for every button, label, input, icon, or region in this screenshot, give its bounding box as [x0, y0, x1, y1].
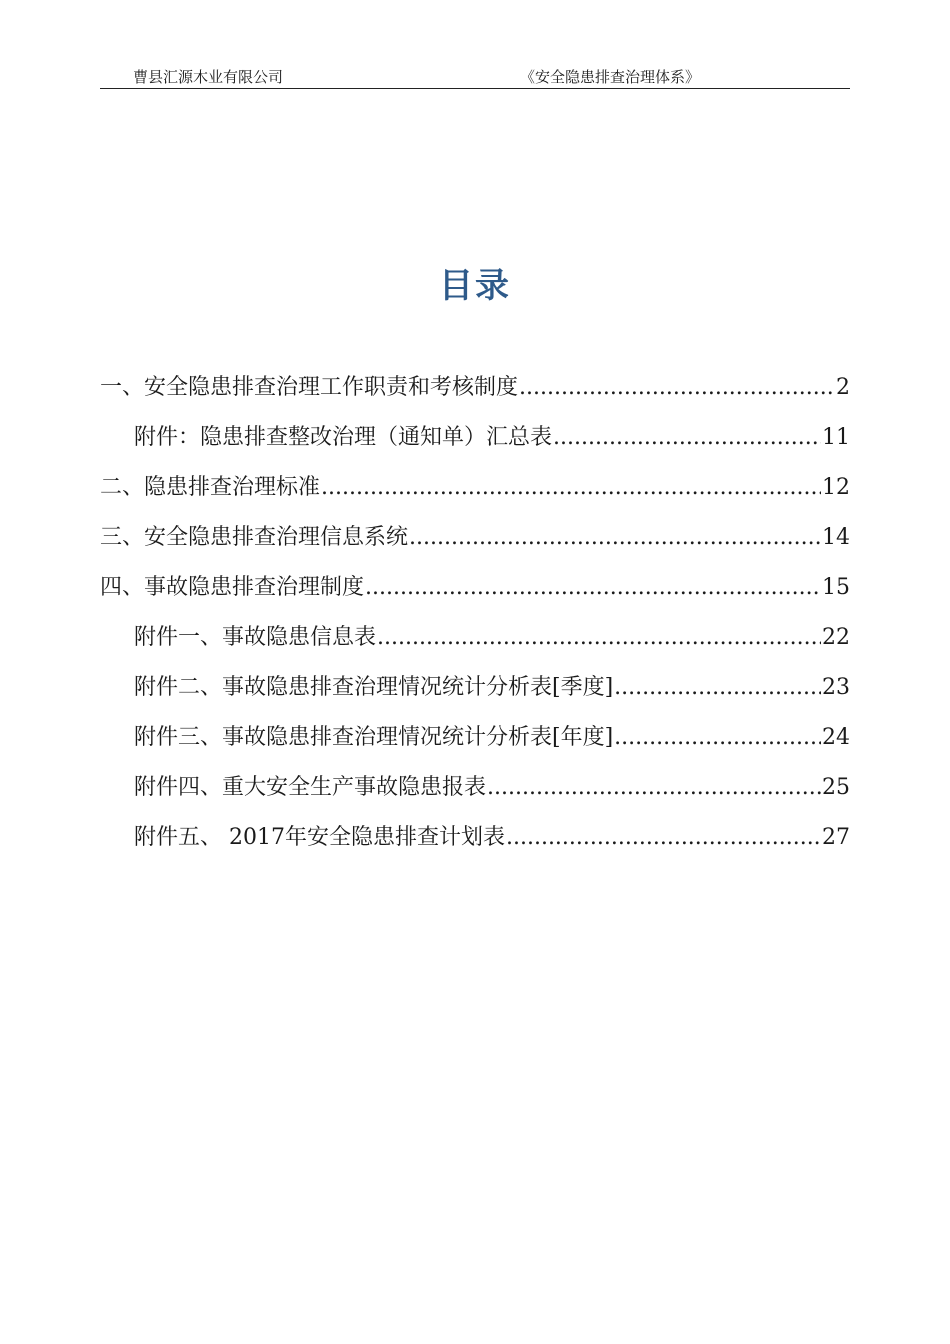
toc-entry-label: 四、事故隐患排查治理制度 [100, 575, 365, 600]
toc-entry[interactable] [100, 368, 850, 418]
toc-dot-leader [519, 368, 835, 408]
toc-dot-leader [365, 568, 821, 608]
toc-entry[interactable] [100, 718, 850, 768]
toc-entry-page: 12 [822, 475, 850, 500]
toc-dot-leader [487, 768, 821, 808]
toc-entry[interactable] [100, 818, 850, 868]
toc-entry-page: 24 [822, 725, 850, 750]
toc-entry-label: 一、安全隐患排查治理工作职责和考核制度 [100, 375, 519, 400]
toc-entry-label: 附件三、事故隐患排查治理情况统计分析表[年度] [134, 725, 614, 750]
toc-dot-leader [321, 468, 821, 508]
toc-entry-label: 附件一、事故隐患信息表 [134, 625, 377, 650]
toc-dot-leader [377, 618, 821, 658]
toc-title: 目录 [439, 266, 511, 306]
toc-entry-page: 2 [836, 375, 850, 400]
toc-entry[interactable] [100, 468, 850, 518]
toc-entry-label: 附件五、 2017年安全隐患排查计划表 [134, 825, 505, 850]
toc-entry-page: 22 [822, 625, 850, 650]
toc-dot-leader [614, 668, 821, 708]
toc-entry-label: 附件二、事故隐患排查治理情况统计分析表[季度] [134, 675, 614, 700]
table-of-contents [100, 368, 850, 868]
toc-entry[interactable] [100, 768, 850, 818]
toc-entry-label: 附件四、重大安全生产事故隐患报表 [134, 775, 487, 800]
toc-entry-label: 二、隐患排查治理标准 [100, 475, 321, 500]
toc-entry-page: 11 [822, 425, 850, 450]
toc-entry[interactable] [100, 568, 850, 618]
page-header [100, 66, 850, 89]
toc-entry[interactable] [100, 668, 850, 718]
toc-entry[interactable] [100, 418, 850, 468]
toc-entry-page: 23 [822, 675, 850, 700]
toc-dot-leader [553, 418, 821, 458]
toc-entry-page: 27 [822, 825, 850, 850]
toc-entry-label: 附件：隐患排查整改治理（通知单）汇总表 [134, 425, 553, 450]
toc-entry[interactable] [100, 518, 850, 568]
toc-entry-label: 三、安全隐患排查治理信息系统 [100, 525, 409, 550]
toc-entry-page: 14 [822, 525, 850, 550]
toc-dot-leader [614, 718, 821, 758]
header-document-title: 《安全隐患排查治理体系》 [520, 68, 701, 86]
toc-entry-page: 15 [822, 575, 850, 600]
toc-entry[interactable] [100, 618, 850, 668]
toc-entry-page: 25 [822, 775, 850, 800]
toc-dot-leader [506, 818, 821, 858]
header-company-name: 曹县汇源木业有限公司 [133, 68, 284, 86]
toc-dot-leader [409, 518, 821, 558]
